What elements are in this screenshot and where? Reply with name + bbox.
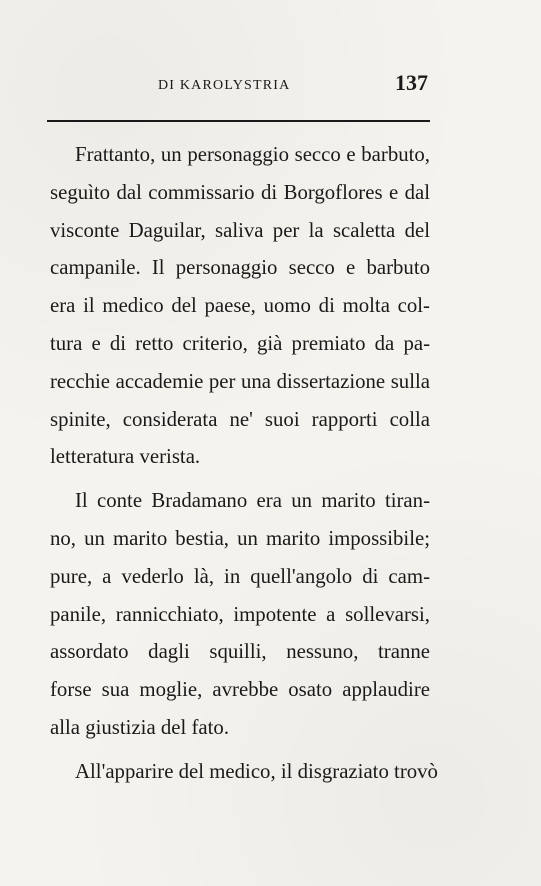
text-line: visconte Daguilar, saliva per la scaletta del [50,218,430,242]
text-line: recchie accademie per una dissertazione sulla [50,369,430,393]
header-rule [47,120,430,122]
text-line: campanile. Il personaggio secco e barbuto [50,256,430,280]
text-line: Il conte Bradamano era un marito tiran- [75,489,430,513]
page-number: 137 [395,70,428,95]
text-line: All'apparire del medico, il disgraziato trovò [75,759,438,783]
body-text [50,136,438,791]
text-line: seguìto dal commissario di Borgoflores e dal [50,180,430,204]
text-line: no, un marito bestia, un marito impossibile; [50,526,430,550]
paragraph-3 [50,753,438,791]
text-line: alla giustizia del fato. [50,715,230,739]
page-header [150,66,430,96]
text-line: Frattanto, un personaggio secco e barbuto, [75,143,430,166]
paragraph-2 [50,482,430,747]
text-line: assordato dagli squilli, nessuno, tranne [50,640,430,664]
text-line: tura e di retto criterio, già premiato da pa- [50,331,430,355]
text-line: forse sua moglie, avrebbe osato applaudire [50,678,430,702]
text-line: panile, rannicchiato, impotente a sollevarsi, [50,602,430,626]
running-title: DI KAROLYSTRIA [158,78,291,93]
paragraph-1 [50,136,430,476]
text-line: era il medico del paese, uomo di molta col- [50,294,430,318]
text-line: spinite, considerata ne' suoi rapporti colla [50,407,430,431]
text-line: pure, a vederlo là, in quell'angolo di cam- [50,564,430,588]
text-line: letteratura verista. [50,445,201,469]
